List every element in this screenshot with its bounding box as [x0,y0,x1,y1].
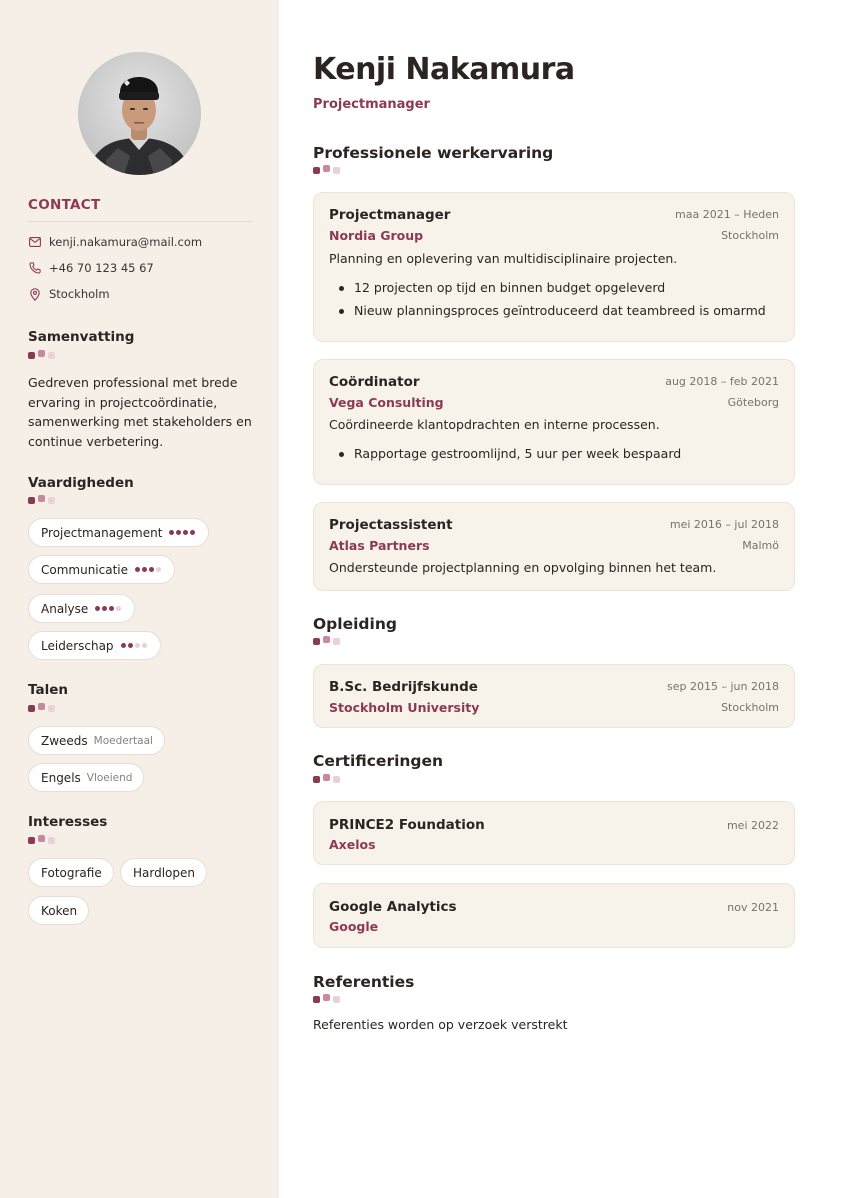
certifications-heading: Certificeringen [313,752,444,770]
language-label: Zweeds [41,733,88,748]
certification-title: Google Analytics [329,899,457,915]
company-name: Nordia Group [329,228,424,243]
contact-location-text: Stockholm [49,287,110,301]
language-pill [28,763,144,792]
skill-label: Projectmanagement [41,525,163,540]
skill-pill [28,518,209,547]
certification-issuer: Google [329,919,379,934]
contact-phone-text: +46 70 123 45 67 [49,261,154,275]
skill-level-dot [142,567,147,572]
experience-heading: Professionele werkervaring [313,144,554,162]
school-name: Stockholm University [329,700,480,715]
skill-pill [28,594,135,623]
job-location: Malmö [742,539,779,552]
skill-level-dot [95,606,100,611]
skill-label: Analyse [41,601,89,616]
job-location: Stockholm [721,229,779,242]
section-dots [313,638,343,645]
job-description: Coördineerde klantopdrachten en interne processen. [329,417,660,432]
education-heading: Opleiding [313,615,397,633]
job-title: Projectmanager [329,207,451,223]
job-location: Göteborg [727,396,779,409]
skill-level-dot [109,606,114,611]
skill-level-dot [135,643,140,648]
certification-date: mei 2022 [726,819,779,832]
section-dots [313,776,343,783]
skill-level-indicator [135,567,163,572]
certification-card [313,801,795,865]
job-title: Projectassistent [329,517,453,533]
company-name: Vega Consulting [329,395,444,410]
skills-heading: Vaardigheden [28,475,134,491]
skill-level-dot [190,530,195,535]
avatar [78,52,201,175]
phone-icon [28,261,42,275]
achievement-item: Nieuw planningsproces geïntroduceerd dat teambreed is omarmd [329,303,766,326]
achievement-list [329,446,681,469]
job-description: Ondersteunde projectplanning en opvolging binnen het team. [329,560,717,575]
section-dots [28,837,58,844]
language-pill [28,726,165,755]
contact-heading: CONTACT [28,197,101,213]
interest-label: Koken [41,903,78,918]
education-dates: sep 2015 – jun 2018 [667,680,779,693]
certification-date: nov 2021 [727,901,779,914]
skill-pill [28,631,161,660]
achievement-item: 12 projecten op tijd en binnen budget opgeleverd [329,280,766,303]
contact-phone[interactable] [28,260,154,276]
skill-level-dot [156,567,161,572]
candidate-role: Projectmanager [313,97,430,112]
skill-level-dot [142,643,147,648]
skill-level-dot [176,530,181,535]
languages-heading: Talen [28,682,68,698]
certification-title: PRINCE2 Foundation [329,817,485,833]
summary-text: Gedreven professional met brede ervaring in projectcoördinatie, samenwerking met stakeholders en continue verbetering. [28,375,252,449]
experience-card [313,192,795,342]
summary-heading: Samenvatting [28,329,135,345]
language-level: Moedertaal [93,734,153,747]
certification-card [313,883,795,948]
map-pin-icon [28,287,42,301]
contact-email[interactable] [28,234,202,250]
degree-title: B.Sc. Bedrijfskunde [329,679,478,695]
skill-level-dot [149,567,154,572]
section-dots [28,497,58,504]
job-title: Coördinator [329,374,420,390]
education-card [313,664,795,728]
achievement-list [329,280,766,326]
skill-pill [28,555,175,584]
section-dots [313,996,343,1003]
skill-level-dot [183,530,188,535]
skill-level-dot [135,567,140,572]
contact-location [28,286,110,302]
job-dates: maa 2021 – Heden [675,208,779,221]
skill-label: Communicatie [41,562,129,577]
language-label: Engels [41,770,81,785]
section-dots [28,352,58,359]
experience-card [313,502,795,591]
skill-level-dot [102,606,107,611]
interest-label: Fotografie [41,865,102,880]
profile-photo [78,52,201,175]
education-location: Stockholm [721,701,779,714]
certification-issuer: Axelos [329,837,376,852]
job-dates: mei 2016 – jul 2018 [669,518,779,531]
skill-level-indicator [169,530,197,535]
job-description: Planning en oplevering van multidisciplinaire projecten. [329,251,678,266]
skill-level-dot [116,606,121,611]
company-name: Atlas Partners [329,538,430,553]
job-dates: aug 2018 – feb 2021 [665,375,779,388]
interest-pill [120,858,207,887]
candidate-name: Kenji Nakamura [313,52,575,87]
references-text: Referenties worden op verzoek verstrekt [313,1017,568,1032]
experience-card [313,359,795,485]
section-dots [313,167,343,174]
interests-heading: Interesses [28,814,108,830]
contact-email-text: kenji.nakamura@mail.com [49,235,203,249]
skill-level-dot [128,643,133,648]
references-heading: Referenties [313,973,415,991]
contact-divider [28,221,252,222]
language-level: Vloeiend [86,771,133,784]
achievement-item: Rapportage gestroomlijnd, 5 uur per week bespaard [329,446,681,469]
sidebar [0,0,279,1198]
interest-pill [28,896,89,925]
skill-level-dot [121,643,126,648]
interest-label: Hardlopen [133,865,195,880]
skill-label: Leiderschap [41,638,114,653]
skill-level-dot [169,530,174,535]
skill-level-indicator [95,606,123,611]
mail-icon [28,235,42,249]
main-content [279,0,846,1198]
interest-pill [28,858,114,887]
skill-level-indicator [121,643,149,648]
section-dots [28,705,58,712]
